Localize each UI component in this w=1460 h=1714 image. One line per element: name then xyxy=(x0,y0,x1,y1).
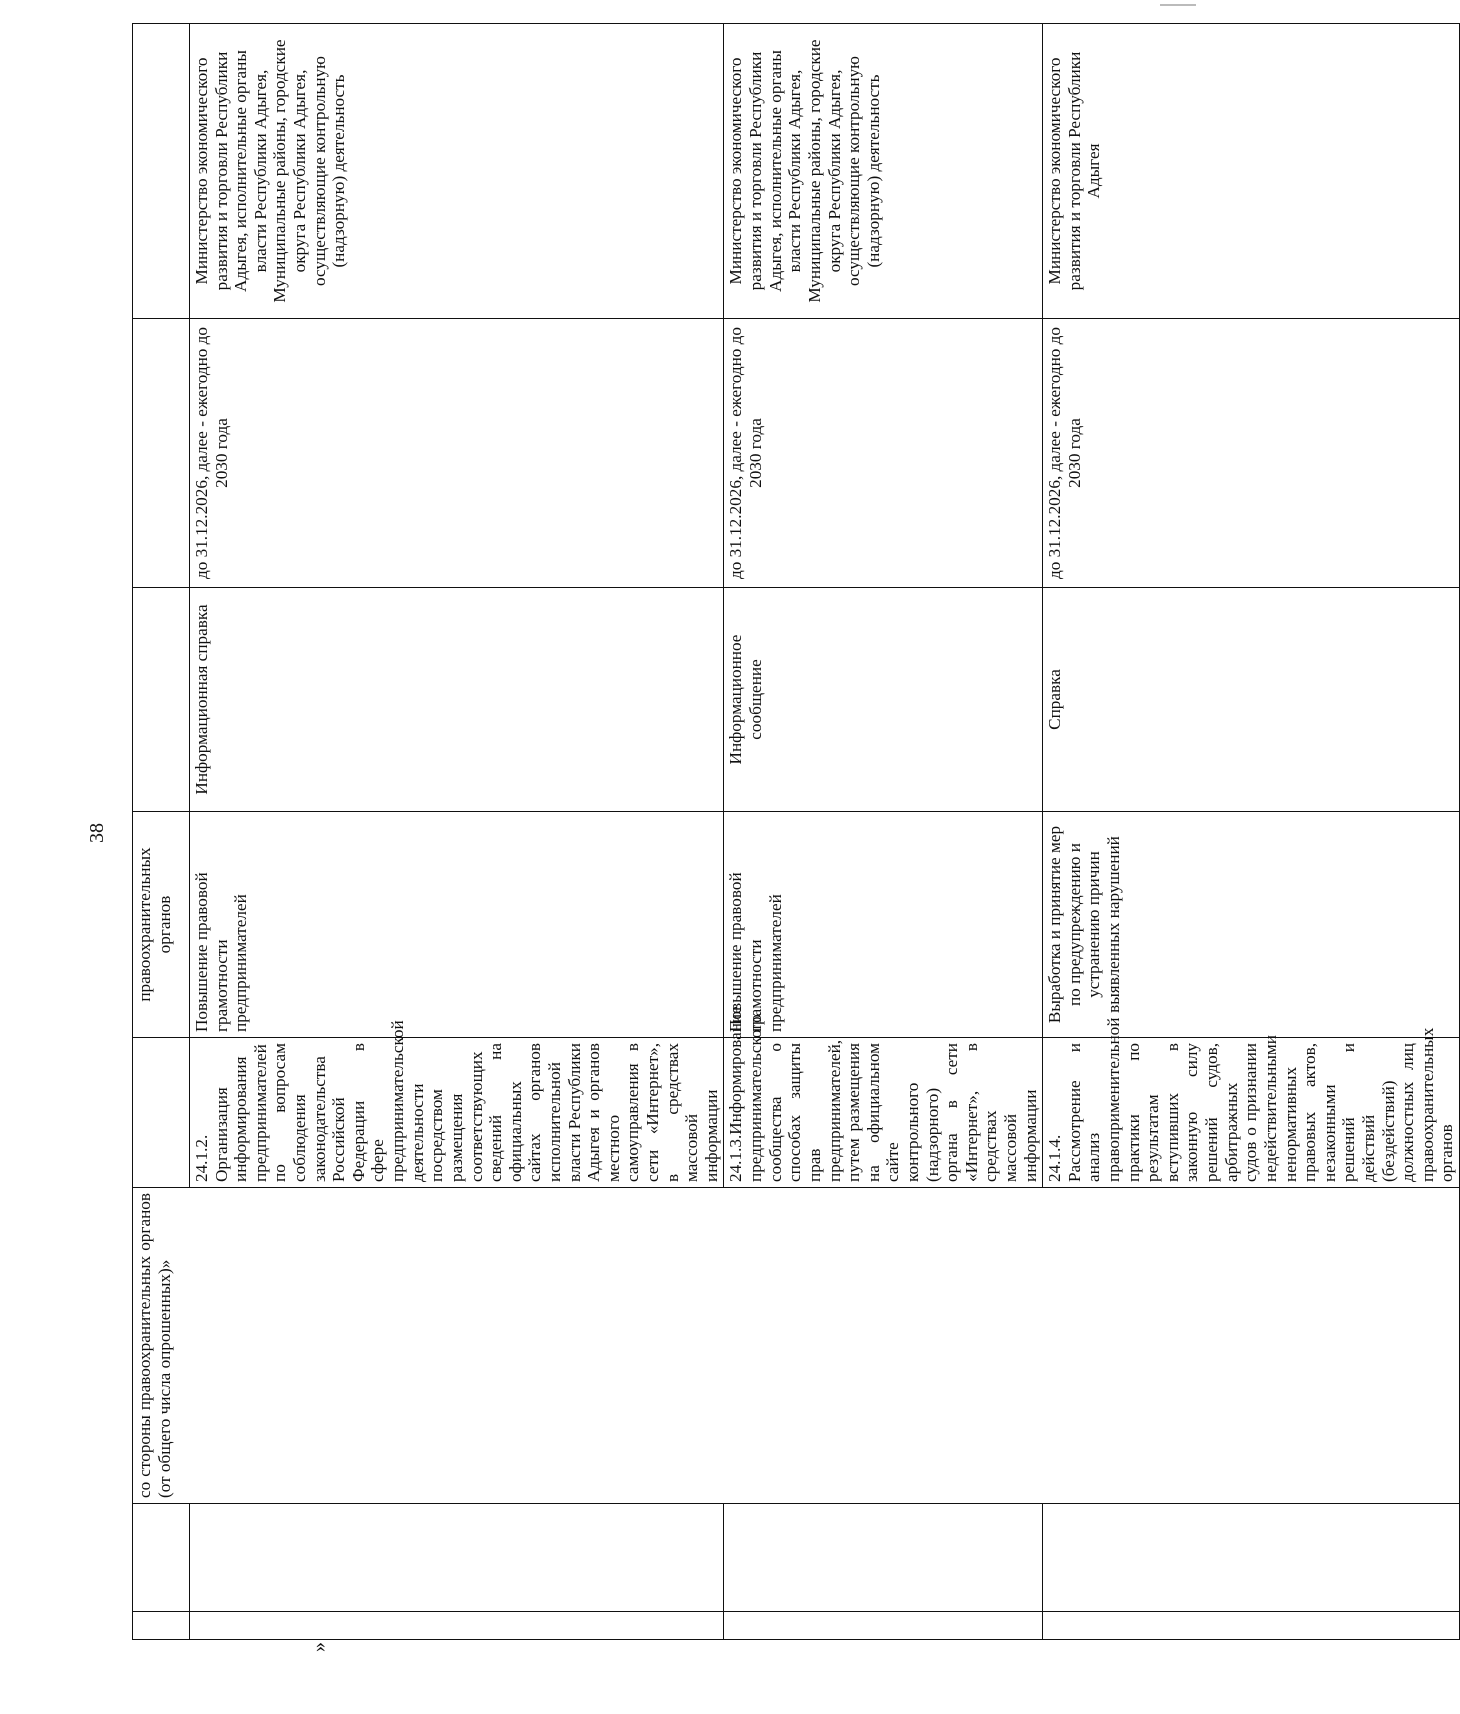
page-number: 38 xyxy=(86,823,108,843)
closing-quote: » xyxy=(308,1642,330,1652)
cell-number xyxy=(190,1504,724,1612)
cell-indicator: со стороны правоохранительных органов (от общего числа опрошенных)» xyxy=(133,1188,1460,1504)
cell-empty xyxy=(190,1612,724,1640)
cell-continuation-empty xyxy=(133,1038,190,1188)
cell-document: Информационное сообщение xyxy=(724,588,1043,812)
cell-empty xyxy=(133,1612,190,1640)
rotated-table-container xyxy=(132,24,1457,1640)
cell-continuation-document xyxy=(133,588,190,812)
cell-continuation-result: правоохранительных органов xyxy=(133,812,190,1038)
cell-number xyxy=(1043,1504,1460,1612)
cell-task: 24.1.2. Организация информирования предпринимателей по вопросам соблюдения законодательства Российской Федерации в сфере предпринимательской деятельности посредством размещения соответствующих сведений на официальных сайтах органов исполнительной власти Республики Адыгея и органов местного самоуправления в сети «Интернет», в средствах массовой информации xyxy=(190,1038,724,1188)
cell-deadline: до 31.12.2026, далее - ежегодно до 2030 года xyxy=(1043,319,1460,588)
scan-edge-mark xyxy=(1160,4,1196,6)
measures-table xyxy=(132,23,1460,1640)
cell-responsible: Министерство экономического развития и торговли Республики Адыгея xyxy=(1043,24,1460,319)
cell-result: Повышение правовой грамотности предпринимателей xyxy=(724,812,1043,1038)
table-row-continuation xyxy=(133,24,190,1640)
cell-number xyxy=(133,1504,190,1612)
cell-document: Справка xyxy=(1043,588,1460,812)
cell-empty xyxy=(1043,1612,1460,1640)
cell-task: 24.1.4. Рассмотрение и анализ правоприменительной практики по результатам вступивших в законную силу решений судов, арбитражных судов о признании недействительными ненормативных правовых актов, незаконными решений и действий (бездействий) должностных лиц правоохранительных органов xyxy=(1043,1038,1460,1188)
cell-continuation-responsible xyxy=(133,24,190,319)
cell-number xyxy=(724,1504,1043,1612)
cell-responsible: Министерство экономического развития и торговли Республики Адыгея, исполнительные органы власти Республики Адыгея, Муниципальные районы, городские округа Республики Адыгея, осуществляющие контрольную (надзорную) деятельность xyxy=(724,24,1043,319)
cell-deadline: до 31.12.2026, далее - ежегодно до 2030 года xyxy=(724,319,1043,588)
cell-continuation-deadline xyxy=(133,319,190,588)
cell-deadline: до 31.12.2026, далее - ежегодно до 2030 года xyxy=(190,319,724,588)
cell-document: Информационная справка xyxy=(190,588,724,812)
cell-result: Повышение правовой грамотности предпринимателей xyxy=(190,812,724,1038)
cell-empty xyxy=(724,1612,1043,1640)
cell-result: Выработка и принятие мер по предупреждению и устранению причин выявленных нарушений xyxy=(1043,812,1460,1038)
cell-responsible: Министерство экономического развития и торговли Республики Адыгея, исполнительные органы власти Республики Адыгея, Муниципальные районы, городские округа Республики Адыгея, осуществляющие контрольную (надзорную) деятельность xyxy=(190,24,724,319)
cell-task: 24.1.3.Информирование предпринимательского сообщества о способах защиты прав предпринимателей, путем размещения на официальном сайте контрольного (надзорного) органа в сети «Интернет», в средствах массовой информации xyxy=(724,1038,1043,1188)
